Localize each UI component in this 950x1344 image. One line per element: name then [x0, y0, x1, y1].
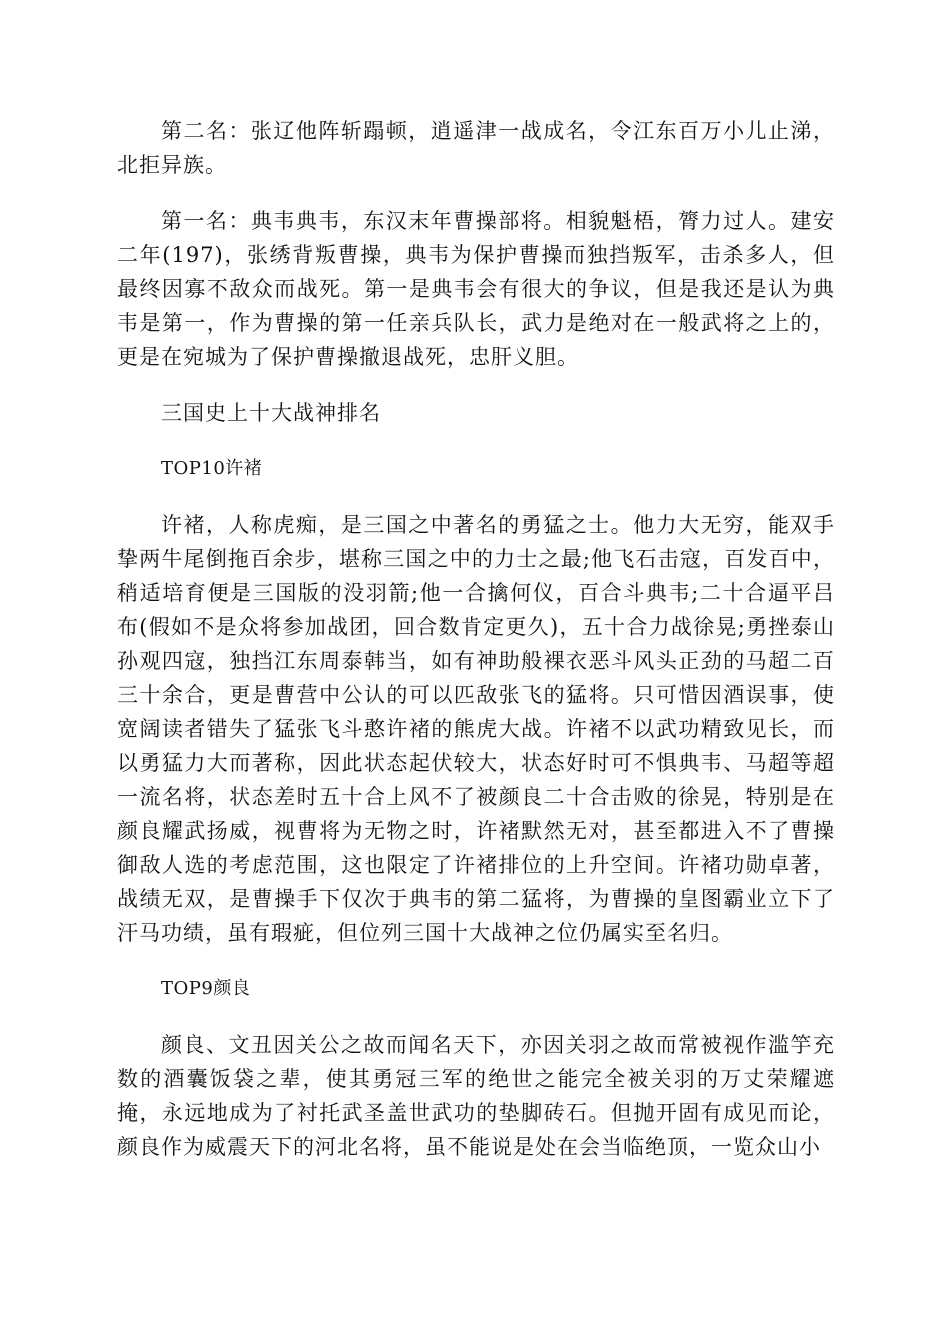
- paragraph-yanliang: 颜良、文丑因关公之故而闻名天下，亦因关羽之故而常被视作滥竽充数的酒囊饭袋之辈，使其勇冠三军的绝世之能完全被关羽的万丈荣耀遮掩，永远地成为了衬托武圣盖世武功的垫脚砖石。但抛开固有成见而论，颜良作为威震天下的河北名将，虽不能说是处在会当临绝顶，一览众山小: [117, 1033, 835, 1159]
- paragraph-dianwei: 第一名：典韦典韦，东汉末年曹操部将。相貌魁梧，膂力过人。建安二年(197)，张绣背叛曹操，典韦为保护曹操而独挡叛军，击杀多人，但最终因寡不敌众而战死。第一是典韦会有很大的争议，但是我还是认为典韦是第一，作为曹操的第一任亲兵队长，武力是绝对在一般武将之上的，更是在宛城为了保护曹操撤退战死，忠肝义胆。: [117, 209, 835, 369]
- section-heading: 三国史上十大战神排名: [161, 401, 381, 425]
- subheading-top10: TOP10许褚: [161, 458, 263, 479]
- paragraph-xuchu: 许褚，人称虎痴，是三国之中著名的勇猛之士。他力大无穷，能双手挚两牛尾倒拖百余步，堪称三国之中的力士之最;他飞石击寇，百发百中，稍适培育便是三国版的没羽箭;他一合擒何仪，百合斗典韦;二十合逼平吕布(假如不是众将参加战团，回合数肯定更久)，五十合力战徐晃;勇挫泰山孙观四寇，独挡江东周泰韩当，如有神助般裸衣恶斗风头正劲的马超二百三十余合，更是曹营中公认的可以匹敌张飞的猛将。只可惜因酒误事，使宽阔读者错失了猛张飞斗憨许褚的熊虎大战。许褚不以武功精致见长，而以勇猛力大而著称，因此状态起伏较大，状态好时可不惧典韦、马超等超一流名将，状态差时五十合上风不了被颜良二十合击败的徐晃，特别是在颜良耀武扬威，视曹将为无物之时，许褚默然无对，甚至都进入不了曹操御敌人选的考虑范围，这也限定了许褚排位的上升空间。许褚功勋卓著，战绩无双，是曹操手下仅次于典韦的第二猛将，为曹操的皇图霸业立下了汗马功绩，虽有瑕疵，但位列三国十大战神之位仍属实至名归。: [117, 513, 835, 945]
- document-page: [117, 114, 835, 1186]
- subheading-top9: TOP9颜良: [161, 978, 251, 999]
- paragraph-zhangliao: 第二名：张辽他阵斩蹋顿，逍遥津一战成名，令江东百万小儿止涕，北拒异族。: [117, 119, 835, 177]
